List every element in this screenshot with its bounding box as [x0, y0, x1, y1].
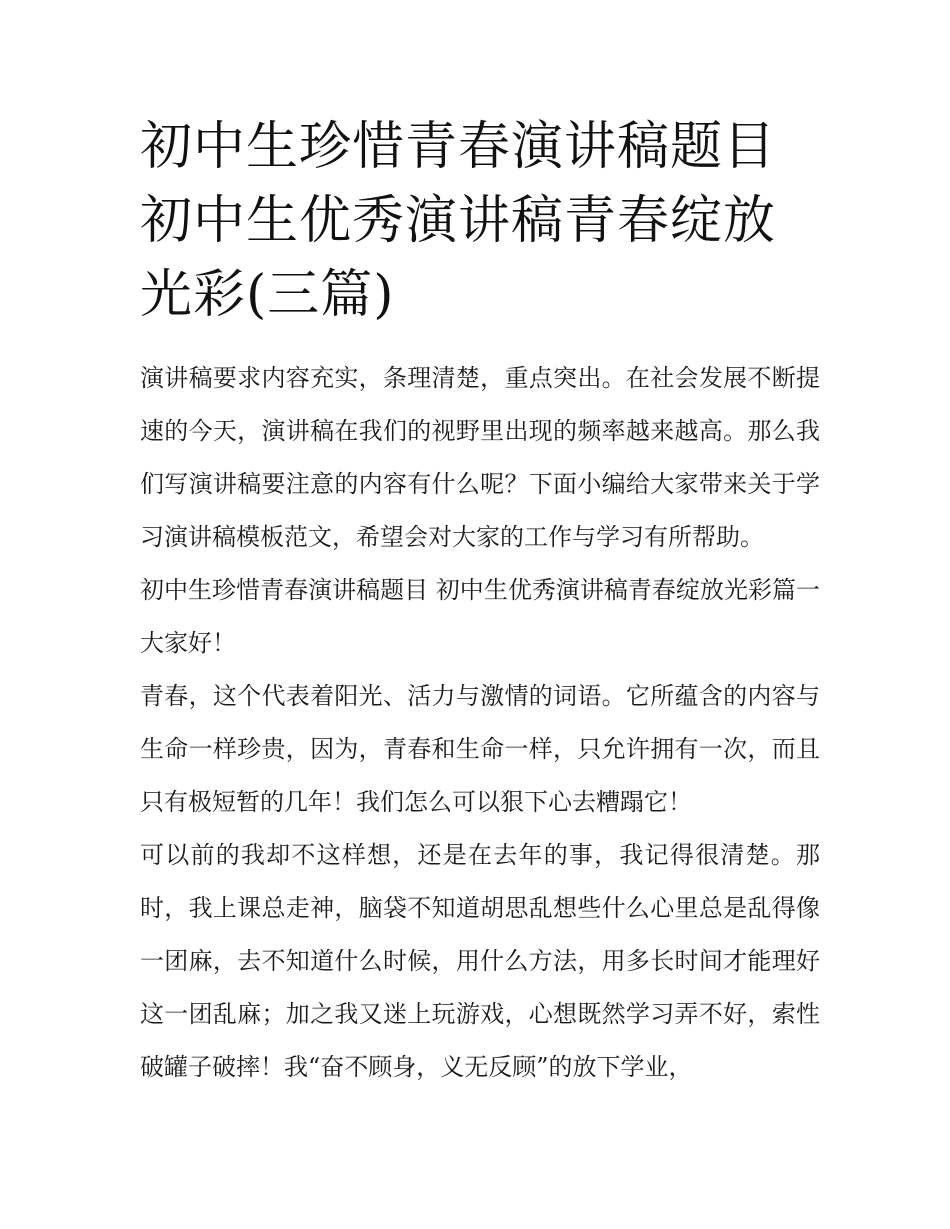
- body-paragraph: 青春，这个代表着阳光、活力与激情的词语。它所蕴含的内容与生命一样珍贵，因为，青春和生命一样，只允许拥有一次，而且只有极短暂的几年！我们怎么可以狠下心去糟蹋它！: [140, 682, 820, 816]
- intro-paragraph: 演讲稿要求内容充实，条理清楚，重点突出。在社会发展不断提速的今天，演讲稿在我们的视野里出现的频率越来越高。那么我们写演讲稿要注意的内容有什么呢？下面小编给大家带来关于学习演讲稿模板范文，希望会对大家的工作与学习有所帮助。: [140, 364, 820, 551]
- document-title: 初中生珍惜青春演讲稿题目 初中生优秀演讲稿青春绽放光彩(三篇): [140, 117, 777, 325]
- body-paragraph: 可以前的我却不这样想，还是在去年的事，我记得很清楚。那时，我上课总走神，脑袋不知道胡思乱想些什么心里总是乱得像一团麻，去不知道什么时候，用什么方法，用多长时间才能理好这一团乱麻；加之我又迷上玩游戏，心想既然学习弄不好，索性破罐子破摔！我“奋不顾身，义无反顾”的放下学业，: [140, 841, 820, 1081]
- document-body: [140, 352, 820, 1094]
- section-heading-paragraph: 初中生珍惜青春演讲稿题目 初中生优秀演讲稿青春绽放光彩篇一 大家好！: [140, 576, 820, 657]
